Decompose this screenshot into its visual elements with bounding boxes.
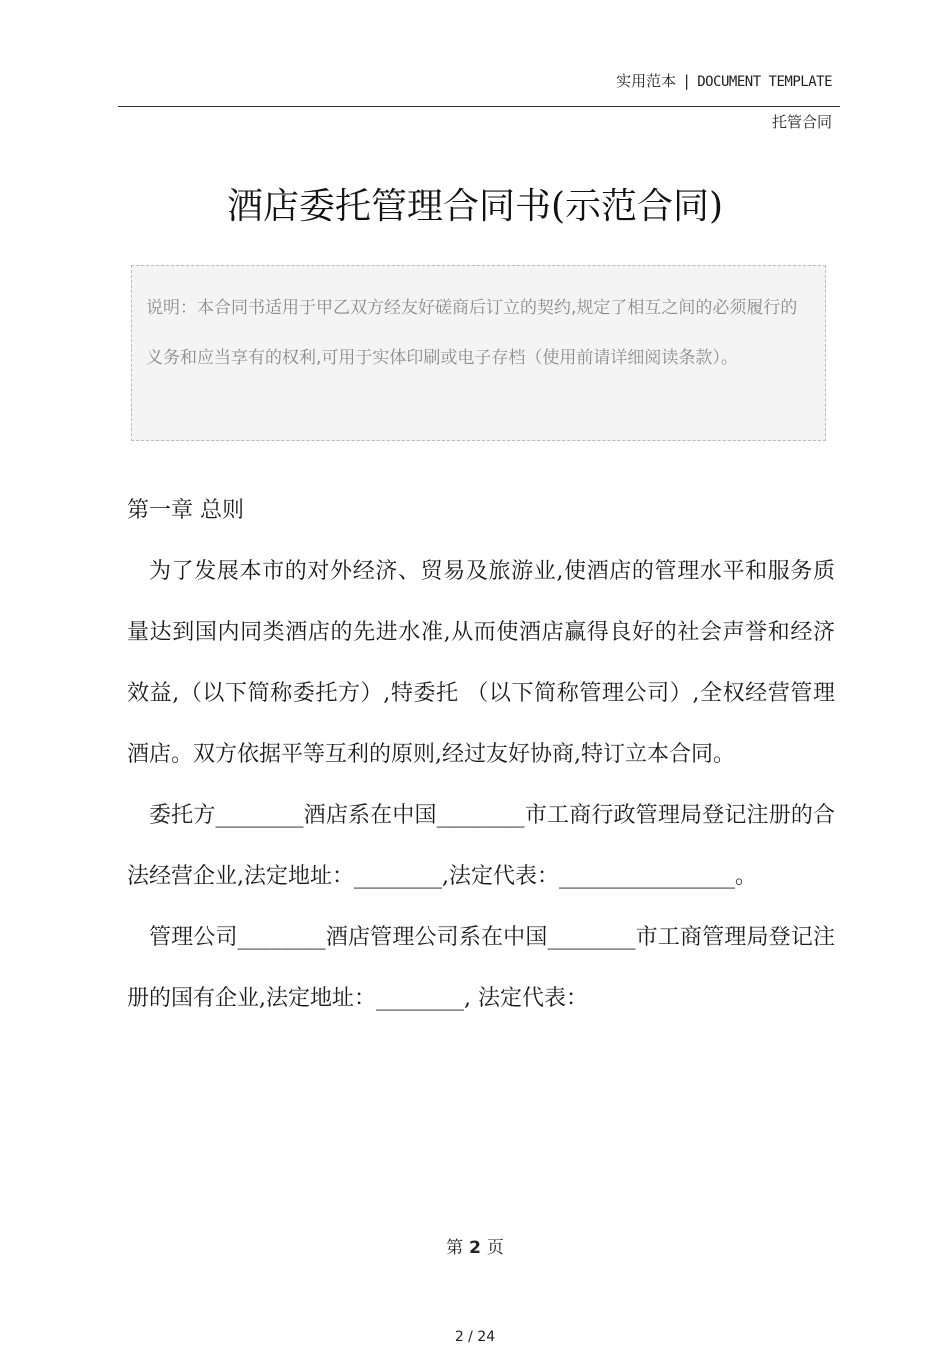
- page-footer: [0, 1233, 950, 1258]
- page-prefix: 第: [446, 1238, 464, 1258]
- document-body: [127, 480, 835, 1029]
- document-title: 酒店委托管理合同书(示范合同): [226, 186, 724, 227]
- page-number: 2: [469, 1238, 481, 1258]
- paragraph-client: 委托方________酒店系在中国________市工商行政管理局登记注册的合法经营企业,法定地址：________,法定代表：________________。: [127, 803, 835, 889]
- header-brand-cn: 实用范本: [616, 72, 677, 90]
- header-brand: [616, 70, 832, 91]
- note-box: [131, 265, 826, 441]
- header-separator: |: [684, 72, 690, 90]
- header-brand-en: DOCUMENT TEMPLATE: [697, 74, 832, 90]
- page-indicator: 2 / 24: [454, 1329, 496, 1345]
- paragraph-intro: 为了发展本市的对外经济、贸易及旅游业,使酒店的管理水平和服务质量达到国内同类酒店的先进水准,从而使酒店赢得良好的社会声誉和经济效益,（以下简称委托方）,特委托 （以下简称管理公司）,全权经营管理酒店。双方依据平等互利的原则,经过友好协商,特订立本合同。: [127, 559, 835, 767]
- header-divider: [118, 106, 840, 107]
- paragraph-manager: 管理公司________酒店管理公司系在中国________市工商管理局登记注册的国有企业,法定地址：________, 法定代表：: [127, 925, 835, 1011]
- note-text: 说明：本合同书适用于甲乙双方经友好磋商后订立的契约,规定了相互之间的必须履行的义务和应当享有的权利,可用于实体印刷或电子存档（使用前请详细阅读条款）。: [146, 298, 798, 368]
- header-category: 托管合同: [771, 113, 832, 131]
- chapter-heading: 第一章 总则: [127, 498, 244, 523]
- page-suffix: 页: [486, 1238, 504, 1258]
